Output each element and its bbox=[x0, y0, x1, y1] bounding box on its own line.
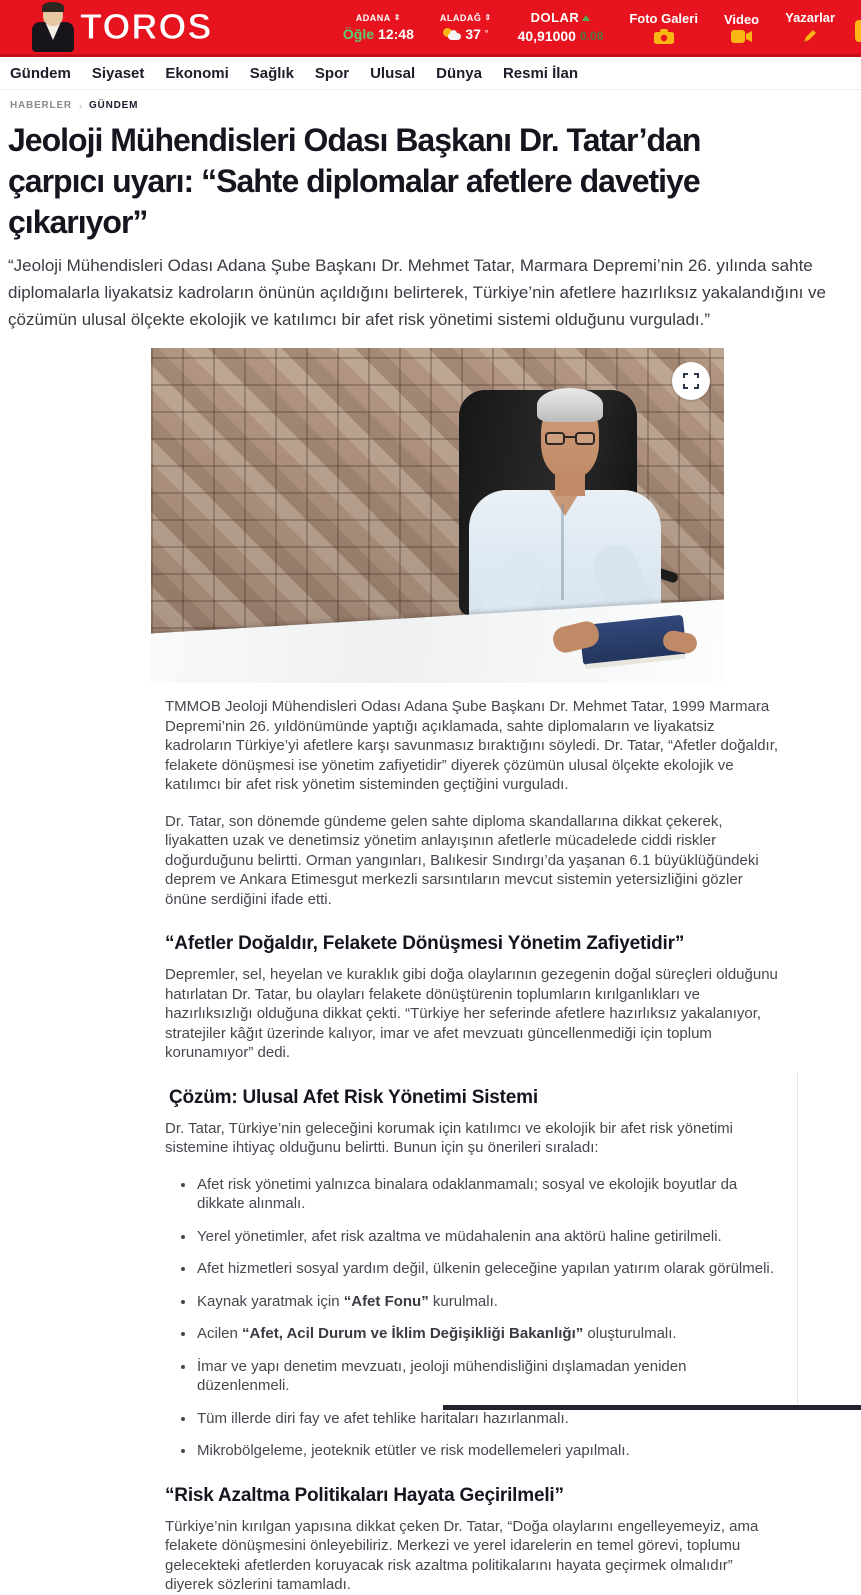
masthead bbox=[0, 0, 861, 57]
degree-symbol: ° bbox=[484, 29, 489, 38]
list-item: Afet risk yönetimi yalnızca binalara odaklanmamalı; sosyal ve ekolojik boyutlar da dikkate alınmalı. bbox=[175, 1175, 781, 1214]
currency-label: DOLAR bbox=[530, 10, 580, 25]
article-photo bbox=[151, 348, 724, 683]
city-selector-sort-icon[interactable]: ⇕ bbox=[484, 12, 492, 22]
paragraph: TMMOB Jeoloji Mühendisleri Odası Adana Şube Başkanı Dr. Mehmet Tatar, 1999 Marmara Depremi’nin 26. yıldönümünde yaptığı açıklamada, sahte diplomaların ve liyakatsiz kadroların Türkiye’yi afetlere karşı savunmasız bıraktığını söyledi. Dr. Tatar, “Afetler doğaldır, felakete dönüşmesi ise yönetim zafiyetidir” diyerek çözümün ulusal ölçekte ekolojik ve katılımcı bir afet risk yönetim sisteminden geçtiğini vurguladı. bbox=[165, 698, 779, 793]
video-label: Video bbox=[723, 11, 760, 27]
section-heading-afetler: “Afetler Doğaldır, Felakete Dönüşmesi Yönetim Zafiyetidir” bbox=[165, 933, 685, 954]
article-title-line: çarpıcı uyarı: “Sahte diplomalar afetlere davetiye bbox=[8, 163, 700, 199]
cutoff-widget bbox=[855, 20, 861, 42]
article-lede: “Jeoloji Mühendisleri Odası Adana Şube Başkanı Dr. Mehmet Tatar, Marmara Depremi’nin 26. yılında sahte diplomalarla liyakatsiz kadroların önünün açıldığını belirterek, Türkiye’nin afetlere hazırlıksız yakalandığını ve çözümün ulusal ölçekte ekolojik ve katılımcı bir afet risk yönetimi sistemi olduğunu vurguladı.” bbox=[8, 256, 826, 329]
man-hair bbox=[537, 388, 603, 422]
list-item: Kaynak yaratmak için “Afet Fonu” kurulmalı. bbox=[175, 1292, 781, 1312]
list-item: İmar ve yapı denetim mevzuatı, jeoloji mühendisliğini dışlamadan yeniden düzenlenmeli. bbox=[175, 1357, 781, 1396]
site-logo[interactable] bbox=[30, 2, 212, 52]
section-heading-risk: “Risk Azaltma Politikaları Hayata Geçirilmeli” bbox=[165, 1484, 564, 1506]
nav-item-ulusal[interactable]: Ulusal bbox=[370, 64, 416, 82]
rate-up-arrow-icon bbox=[582, 15, 590, 21]
city-label: ADANA bbox=[355, 12, 391, 23]
footer-edge bbox=[443, 1405, 861, 1410]
ataturk-portrait-image bbox=[30, 2, 76, 52]
logo-text: TOROS bbox=[80, 6, 213, 47]
breadcrumb-gundem[interactable]: GÜNDEM bbox=[88, 100, 139, 111]
currency-change: 0.08 bbox=[579, 29, 604, 43]
video-link[interactable] bbox=[724, 12, 759, 43]
foto-galeri-label: Foto Galeri bbox=[629, 10, 698, 26]
breadcrumb bbox=[0, 90, 861, 111]
main-nav bbox=[0, 57, 861, 90]
list-item: Tüm illerde diri fay ve afet tehlike haritaları hazırlanmalı. bbox=[175, 1409, 781, 1429]
content-divider-line bbox=[797, 1072, 798, 1410]
breadcrumb-haberler[interactable]: HABERLER bbox=[10, 100, 72, 111]
yazarlar-link[interactable] bbox=[785, 10, 835, 44]
recommendation-list bbox=[175, 1175, 781, 1461]
nav-item-gundem[interactable]: Gündem bbox=[10, 64, 71, 82]
nav-item-resmi-ilan[interactable]: Resmi İlan bbox=[502, 64, 578, 82]
foto-galeri-link[interactable] bbox=[629, 11, 698, 44]
temperature-value: 37 bbox=[465, 25, 481, 42]
city-label: ALADAĞ bbox=[439, 12, 482, 23]
city-selector-sort-icon[interactable]: ⇕ bbox=[393, 12, 401, 22]
breadcrumb-chevron-icon: › bbox=[78, 100, 82, 111]
section-heading-cozum: Çözüm: Ulusal Afet Risk Yönetimi Sistemi bbox=[169, 1086, 538, 1108]
currency-value: 40,91000 bbox=[517, 28, 576, 44]
weather-widget-aladag[interactable] bbox=[440, 13, 492, 42]
prayer-time: 12:48 bbox=[378, 25, 414, 42]
list-item: Mikrobölgeleme, jeoteknik etütler ve risk modellemeleri yapılmalı. bbox=[175, 1441, 781, 1461]
nav-item-saglik[interactable]: Sağlık bbox=[249, 64, 294, 82]
article-title-line: Jeoloji Mühendisleri Odası Başkanı Dr. Tatar’dan bbox=[8, 122, 701, 158]
camera-icon bbox=[654, 29, 674, 44]
expand-corners-icon bbox=[683, 373, 699, 389]
partly-cloudy-icon bbox=[443, 28, 461, 40]
paragraph: Dr. Tatar, son dönemde gündeme gelen sahte diploma skandallarına dikkat çekerek, liyakatten uzak ve denetimsiz yönetim anlayışının afetlerle mücadelede ciddi riskler doğurduğunu belirtti. Orman yangınları, Balıkesir Sındırgı’da yaşanan 6.1 büyüklüğündeki deprem ve Ankara Etimesgut merkezli sarsıntıların mevcut sistemin yetersizliğini gözler önüne serdiğini ifade etti. bbox=[165, 812, 759, 908]
article-title-line: çıkarıyor” bbox=[8, 204, 148, 240]
nav-item-spor[interactable]: Spor bbox=[314, 64, 350, 82]
article-body bbox=[165, 697, 781, 1595]
nav-item-siyaset[interactable]: Siyaset bbox=[91, 64, 145, 82]
video-camera-icon bbox=[731, 30, 752, 43]
currency-widget-dolar[interactable] bbox=[518, 10, 604, 44]
article-title bbox=[0, 111, 861, 243]
weather-widget-adana[interactable] bbox=[343, 13, 414, 42]
daypart-label: Öğle bbox=[342, 25, 375, 42]
paragraph: Dr. Tatar, Türkiye’nin geleceğini korumak için katılımcı ve ekolojik bir afet risk yönetimi sistemine ihtiyaç olduğunu belirtti. Bunun için şu önerileri sıraladı: bbox=[165, 1119, 734, 1156]
pen-icon bbox=[802, 28, 818, 44]
list-item: Yerel yönetimler, afet risk azaltma ve müdahalenin ana aktörü haline getirilmeli. bbox=[175, 1227, 781, 1247]
list-item: Afet hizmetleri sosyal yardım değil, ülkenin geleceğine yapılan yatırım olarak görülmeli. bbox=[175, 1259, 781, 1279]
yazarlar-label: Yazarlar bbox=[785, 10, 835, 25]
paragraph: Türkiye’nin kırılgan yapısına dikkat çeken Dr. Tatar, “Doğa olaylarını engelleyemeyiz, ama felakete dönüşmesini önleyebiliriz. Merkezi ve yerel idarelerin en temel görevi, toplumu gelecekteki afetlerden koruyacak risk azaltma politikalarını hayata geçirmek olmalıdır” diyerek sözlerini tamamladı. bbox=[165, 1517, 759, 1593]
fullscreen-expand-button[interactable] bbox=[672, 362, 710, 400]
list-item: Acilen “Afet, Acil Durum ve İklim Değişikliği Bakanlığı” oluşturulmalı. bbox=[175, 1324, 781, 1344]
glasses bbox=[545, 432, 595, 445]
nav-item-dunya[interactable]: Dünya bbox=[436, 64, 482, 82]
paragraph: Depremler, sel, heyelan ve kuraklık gibi doğa olaylarının gezegenin doğal süreçleri olduğunu hatırlatan Dr. Tatar, bu olayları felakete dönüştürenin toplumların kırılganlıkları ve hazırlıksızlığı olduğuna dikkat çekti. “Türkiye her seferinde afetlere hazırlıksız yakalanıyor, stratejiler kâğıt üzerinde kalıyor, imar ve afet mevzuatı güncellenmediği için toplum korunamıyor” dedi. bbox=[165, 966, 778, 1061]
nav-item-ekonomi[interactable]: Ekonomi bbox=[165, 64, 229, 82]
